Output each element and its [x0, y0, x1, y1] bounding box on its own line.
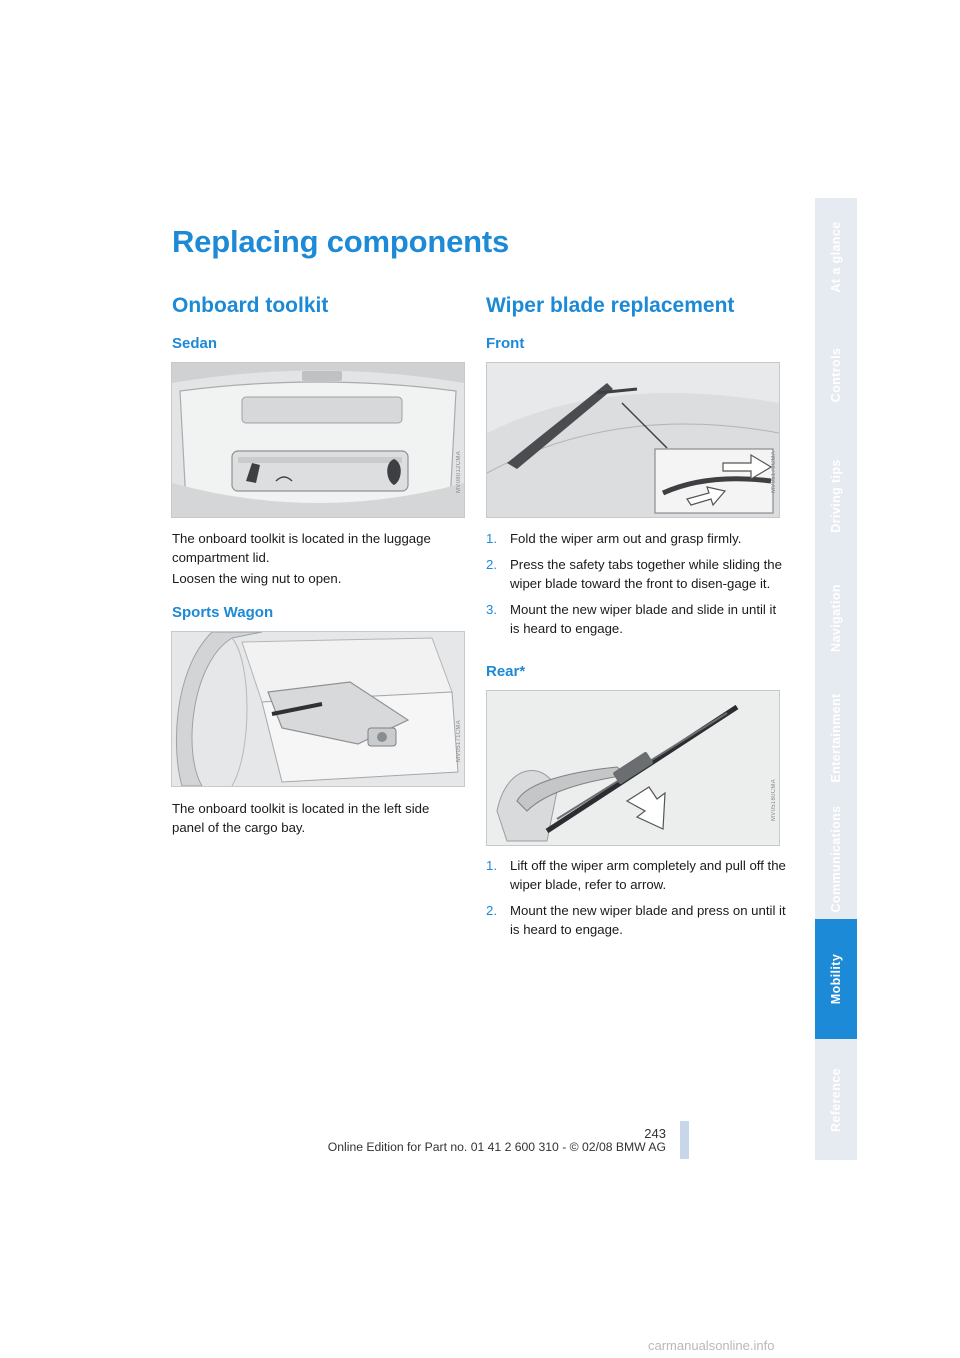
chapter-tabs	[815, 198, 857, 1160]
tab-label: Controls	[829, 347, 843, 403]
subheading-front: Front	[486, 335, 525, 352]
figure-code: MV05171CMA	[456, 720, 462, 763]
wagon-toolkit-figure	[171, 631, 465, 787]
tab-label: Entertainment	[829, 693, 843, 783]
tab-driving-tips[interactable]	[815, 435, 857, 559]
step-number: 3.	[486, 602, 497, 617]
section-heading-wiper-blade: Wiper blade replacement	[486, 294, 735, 317]
tab-at-a-glance[interactable]	[815, 198, 857, 317]
sedan-toolkit-figure	[171, 362, 465, 518]
tab-mobility[interactable]	[815, 919, 857, 1041]
footer-text: Online Edition for Part no. 01 41 2 600 310 - © 02/08 BMW AG	[327, 1140, 666, 1154]
section-heading-onboard-toolkit: Onboard toolkit	[172, 294, 329, 317]
wagon-cargo-illustration	[172, 632, 464, 786]
footer-bar	[680, 1121, 689, 1159]
figure-code: MV08012CMA	[456, 451, 462, 494]
tab-controls[interactable]	[815, 315, 857, 437]
tab-label: Navigation	[829, 583, 843, 652]
step-number: 2.	[486, 557, 497, 572]
page-title: Replacing components	[172, 224, 510, 259]
step-number: 1.	[486, 531, 497, 546]
step-number: 2.	[486, 903, 497, 918]
front-steps-list	[486, 529, 786, 645]
list-item	[486, 856, 786, 894]
tab-label: Communications	[829, 805, 843, 912]
subheading-sedan: Sedan	[172, 335, 218, 352]
tab-label: Reference	[829, 1067, 843, 1132]
list-item	[486, 555, 786, 593]
figure-code: MV05170CMA	[771, 451, 777, 494]
subheading-sports-wagon: Sports Wagon	[172, 604, 274, 621]
sedan-paragraph-1: The onboard toolkit is located in the luggage compartment lid.	[172, 531, 431, 565]
sedan-trunk-illustration	[172, 363, 464, 517]
step-text: Press the safety tabs together while sliding the wiper blade toward the front to disen-gage it.	[510, 557, 782, 591]
wagon-paragraph-1: The onboard toolkit is located in the left side panel of the cargo bay.	[172, 801, 430, 835]
tab-entertainment[interactable]	[815, 678, 857, 800]
step-text: Mount the new wiper blade and slide in until it is heard to engage.	[510, 602, 777, 636]
sedan-paragraph-2: Loosen the wing nut to open.	[172, 571, 342, 586]
rear-wiper-illustration	[487, 691, 779, 845]
tab-reference[interactable]	[815, 1039, 857, 1162]
step-text: Mount the new wiper blade and press on until it is heard to engage.	[510, 903, 786, 937]
watermark: carmanualsonline.info	[648, 1338, 775, 1353]
front-wiper-illustration	[487, 363, 779, 517]
step-text: Fold the wiper arm out and grasp firmly.	[510, 531, 742, 546]
step-number: 1.	[486, 858, 497, 873]
tab-label: Mobility	[829, 953, 843, 1005]
rear-wiper-figure	[486, 690, 780, 846]
tab-label: Driving tips	[829, 459, 843, 533]
rear-steps-list	[486, 856, 786, 946]
tab-label: At a glance	[829, 220, 843, 293]
figure-code: MV05180CMA	[771, 779, 777, 822]
page-number: 243	[644, 1126, 666, 1141]
step-text: Lift off the wiper arm completely and pull off the wiper blade, refer to arrow.	[510, 858, 786, 892]
list-item	[486, 901, 786, 939]
subheading-rear: Rear*	[486, 663, 526, 680]
tab-communications[interactable]	[815, 798, 857, 921]
list-item	[486, 600, 786, 638]
list-item	[486, 529, 786, 548]
front-wiper-figure	[486, 362, 780, 518]
tab-navigation[interactable]	[815, 557, 857, 680]
